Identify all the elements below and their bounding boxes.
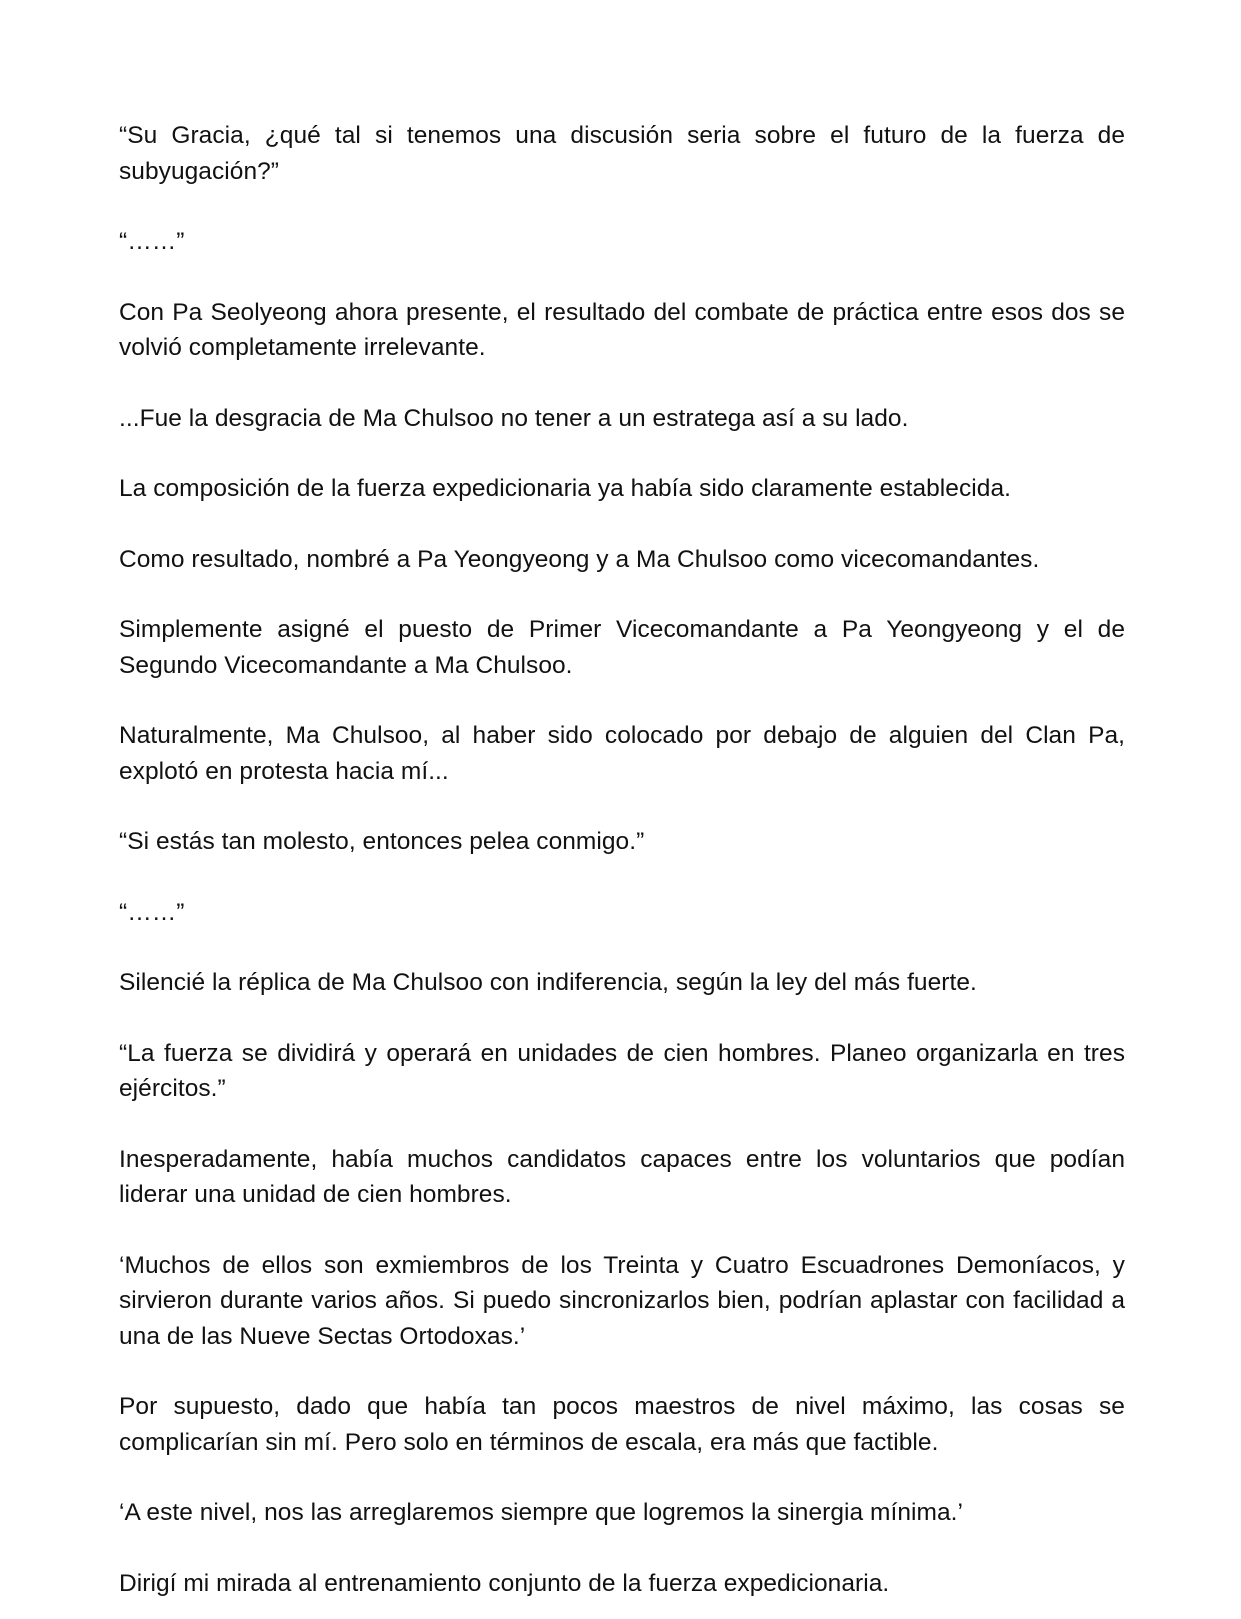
paragraph: “Si estás tan molesto, entonces pelea conmigo.” [119,828,645,855]
paragraph: Dirigí mi mirada al entrenamiento conjunto de la fuerza expedicionaria. [119,1569,890,1597]
paragraph: “……” [119,228,185,255]
paragraph: ‘Muchos de ellos son exmiembros de los Treinta y Cuatro Escuadrones Demoníacos, y sirvieron durante varios años. Si puedo sincronizarlos bien, podrían aplastar con facilidad a una de las Nueve Sectas Ortodoxas.’ [119,1251,1125,1350]
paragraph: Como resultado, nombré a Pa Yeongyeong y a Ma Chulsoo como vicecomandantes. [119,545,1040,573]
paragraph: La composición de la fuerza expedicionaria ya había sido claramente establecida. [119,475,1011,502]
paragraph: ...Fue la desgracia de Ma Chulsoo no tener a un estratega así a su lado. [119,404,909,432]
document-page [119,118,1125,1601]
paragraph: Simplemente asigné el puesto de Primer Vicecomandante a Pa Yeongyeong y el de Segundo Vicecomandante a Ma Chulsoo. [119,616,1125,679]
paragraph: Inesperadamente, había muchos candidatos capaces entre los voluntarios que podían liderar una unidad de cien hombres. [119,1145,1125,1208]
paragraph: “……” [119,898,185,926]
paragraph: Naturalmente, Ma Chulsoo, al haber sido colocado por debajo de alguien del Clan Pa, explotó en protesta hacia mí... [119,722,1125,785]
paragraph: “Su Gracia, ¿qué tal si tenemos una discusión seria sobre el futuro de la fuerza de subyugación?” [119,122,1125,185]
paragraph: ‘A este nivel, nos las arreglaremos siempre que logremos la sinergia mínima.’ [119,1499,964,1526]
paragraph: Por supuesto, dado que había tan pocos maestros de nivel máximo, las cosas se complicarían sin mí. Pero solo en términos de escala, era más que factible. [119,1393,1125,1456]
paragraph: Silencié la réplica de Ma Chulsoo con indiferencia, según la ley del más fuerte. [119,969,977,996]
paragraph: Con Pa Seolyeong ahora presente, el resultado del combate de práctica entre esos dos se volvió completamente irrelevante. [119,298,1125,361]
paragraph: “La fuerza se dividirá y operará en unidades de cien hombres. Planeo organizarla en tres ejércitos.” [119,1039,1125,1102]
